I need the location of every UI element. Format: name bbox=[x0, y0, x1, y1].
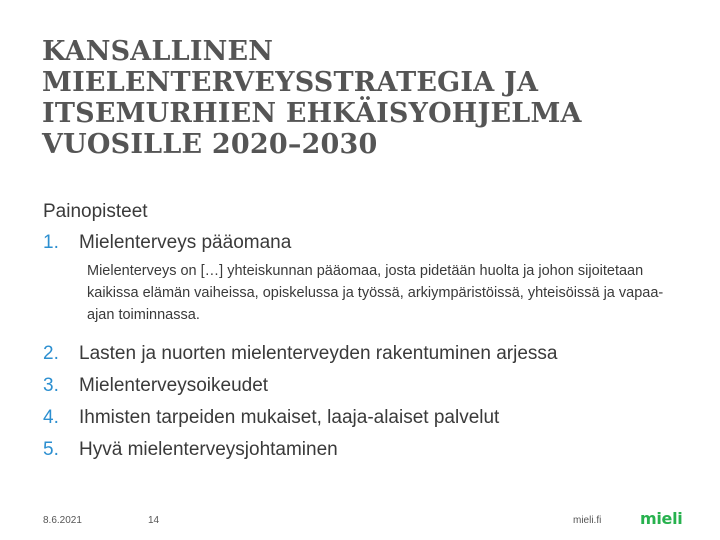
footer-date: 8.6.2021 bbox=[43, 515, 82, 526]
list-item bbox=[43, 341, 557, 367]
list-item-text: Lasten ja nuorten mielenterveyden rakentuminen arjessa bbox=[79, 343, 558, 364]
list-item-text: Hyvä mielenterveysjohtaminen bbox=[79, 439, 338, 460]
title-line: MIELENTERVEYSSTRATEGIA JA bbox=[42, 67, 539, 98]
title-line: KANSALLINEN bbox=[42, 36, 274, 67]
list-item-text: Mielenterveys pääomana bbox=[79, 232, 292, 253]
list-item-text: Mielenterveysoikeudet bbox=[79, 375, 269, 396]
mieli-logo: mieli bbox=[640, 509, 683, 528]
list-item-text: Ihmisten tarpeiden mukaiset, laaja-alaiset palvelut bbox=[79, 407, 500, 428]
page-number: 14 bbox=[148, 515, 160, 526]
footer-url[interactable]: mieli.fi bbox=[573, 515, 602, 526]
title-line: VUOSILLE 2020–2030 bbox=[42, 129, 378, 160]
title-line: ITSEMURHIEN EHKÄISYOHJELMA bbox=[42, 98, 582, 129]
list-number: 4. bbox=[43, 407, 59, 428]
list-item bbox=[43, 405, 499, 431]
sub-paragraph: Mielenterveys on […] yhteiskunnan pääomaa, josta pidetään huolta ja johon sijoitetaan kaikissa elämän vaiheissa, opiskelussa ja työssä, arkiympäristöissä, yhteisöissä ja vapaa-ajan toiminnassa. bbox=[87, 263, 664, 323]
list-item bbox=[43, 437, 338, 463]
list-number: 1. bbox=[43, 232, 59, 253]
list-item bbox=[43, 230, 291, 256]
list-number: 2. bbox=[43, 343, 59, 364]
list-number: 3. bbox=[43, 375, 59, 396]
list-item bbox=[43, 373, 268, 399]
list-number: 5. bbox=[43, 439, 59, 460]
slide-title bbox=[42, 36, 692, 160]
section-heading: Painopisteet bbox=[43, 201, 148, 222]
